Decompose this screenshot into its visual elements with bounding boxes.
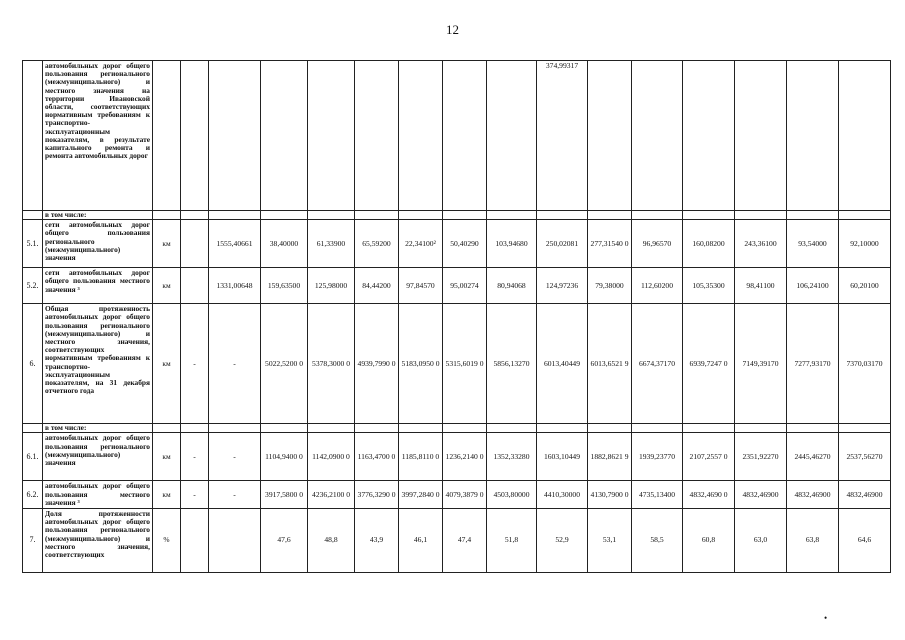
value-cell: 4503,80000 xyxy=(487,481,537,509)
value-cell xyxy=(787,61,839,211)
unit-cell xyxy=(153,61,181,211)
value-cell: 4410,30000 xyxy=(537,481,588,509)
value-cell xyxy=(181,424,209,433)
value-cell: 60,8 xyxy=(683,509,735,573)
value-cell: 7149,39170 xyxy=(735,304,787,424)
value-cell xyxy=(632,61,683,211)
indicator-name-cell: сети автомобильных дорог общего пользования местного значения ³ xyxy=(43,268,153,304)
value-cell: 3917,5800 0 xyxy=(261,481,308,509)
value-cell xyxy=(181,220,209,268)
value-cell xyxy=(261,61,308,211)
unit-cell: км xyxy=(153,220,181,268)
value-cell: 1555,40661 xyxy=(209,220,261,268)
value-cell: 103,94680 xyxy=(487,220,537,268)
row-index-cell: 7. xyxy=(23,509,43,573)
value-cell: 1185,8110 0 xyxy=(399,433,443,481)
value-cell xyxy=(209,211,261,220)
unit-cell: км xyxy=(153,268,181,304)
value-cell xyxy=(839,61,891,211)
value-cell xyxy=(839,211,891,220)
value-cell xyxy=(209,424,261,433)
table-row xyxy=(23,220,891,268)
value-cell: 1104,9400 0 xyxy=(261,433,308,481)
value-cell: 4832,46900 xyxy=(787,481,839,509)
value-cell: 4832,46900 xyxy=(735,481,787,509)
value-cell: 4832,46900 xyxy=(839,481,891,509)
unit-cell xyxy=(153,211,181,220)
value-cell: 112,60200 xyxy=(632,268,683,304)
value-cell: 65,59200 xyxy=(355,220,399,268)
indicator-name-cell: автомобильных дорог общего пользования регионального (межмуниципального) значения xyxy=(43,433,153,481)
value-cell xyxy=(487,424,537,433)
value-cell: 1603,10449 xyxy=(537,433,588,481)
indicator-name-cell: автомобильных дорог общего пользования регионального (межмуниципального) и местного значения на территории Ивановской области, соответствующих нормативным требованиям к транспортно-эксплуатационным показателям, в результате капитального ремонта и ремонта автомобильных дорог xyxy=(43,61,153,211)
row-index-cell xyxy=(23,211,43,220)
value-cell: 61,33900 xyxy=(308,220,355,268)
value-cell xyxy=(735,424,787,433)
value-cell: 1352,33280 xyxy=(487,433,537,481)
value-cell xyxy=(683,424,735,433)
value-cell xyxy=(443,424,487,433)
value-cell: 4735,13400 xyxy=(632,481,683,509)
value-cell: 3997,2840 0 xyxy=(399,481,443,509)
value-cell xyxy=(787,211,839,220)
value-cell: 92,10000 xyxy=(839,220,891,268)
value-cell xyxy=(683,211,735,220)
value-cell: - xyxy=(209,304,261,424)
value-cell: 63,8 xyxy=(787,509,839,573)
value-cell: 6939,7247 0 xyxy=(683,304,735,424)
value-cell xyxy=(399,211,443,220)
indicator-name-cell: в том числе: xyxy=(43,424,153,433)
value-cell: 160,08200 xyxy=(683,220,735,268)
indicator-name-cell: в том числе: xyxy=(43,211,153,220)
value-cell xyxy=(261,424,308,433)
value-cell xyxy=(537,424,588,433)
row-index-cell: 6.2. xyxy=(23,481,43,509)
value-cell: 1236,2140 0 xyxy=(443,433,487,481)
value-cell: 4939,7990 0 xyxy=(355,304,399,424)
value-cell: - xyxy=(209,481,261,509)
value-cell xyxy=(487,211,537,220)
unit-cell: км xyxy=(153,481,181,509)
value-cell: 125,98000 xyxy=(308,268,355,304)
value-cell xyxy=(308,211,355,220)
footer-mark: • xyxy=(824,613,828,623)
row-index-cell xyxy=(23,424,43,433)
value-cell: 95,00274 xyxy=(443,268,487,304)
table-row xyxy=(23,509,891,573)
value-cell: 51,8 xyxy=(487,509,537,573)
value-cell: 50,40290 xyxy=(443,220,487,268)
value-cell xyxy=(588,424,632,433)
value-cell: 159,63500 xyxy=(261,268,308,304)
value-cell: 47,4 xyxy=(443,509,487,573)
indicator-name-cell: сети автомобильных дорог общего пользования регионального (межмуниципального) значения xyxy=(43,220,153,268)
unit-cell xyxy=(153,424,181,433)
indicator-name-cell: автомобильных дорог общего пользования местного значения ³ xyxy=(43,481,153,509)
value-cell xyxy=(683,61,735,211)
value-cell: 98,41100 xyxy=(735,268,787,304)
indicator-name-cell: Общая протяженность автомобильных дорог общего пользования регионального (межмуниципального) и местного значения, соответствующих нормативным требованиям к транспортно-эксплуатационным показателям, на 31 декабря отчетного года xyxy=(43,304,153,424)
value-cell: 43,9 xyxy=(355,509,399,573)
value-cell xyxy=(443,211,487,220)
value-cell: - xyxy=(181,433,209,481)
value-cell: 7370,03170 xyxy=(839,304,891,424)
value-cell: 1882,8621 9 xyxy=(588,433,632,481)
value-cell xyxy=(355,424,399,433)
value-cell xyxy=(632,424,683,433)
value-cell: 2351,92270 xyxy=(735,433,787,481)
value-cell xyxy=(308,61,355,211)
value-cell: 53,1 xyxy=(588,509,632,573)
value-cell: 63,0 xyxy=(735,509,787,573)
table-row xyxy=(23,424,891,433)
value-cell xyxy=(308,424,355,433)
value-cell xyxy=(181,61,209,211)
value-cell: 1331,00648 xyxy=(209,268,261,304)
value-cell: 2107,2557 0 xyxy=(683,433,735,481)
value-cell: 60,20100 xyxy=(839,268,891,304)
value-cell: 3776,3290 0 xyxy=(355,481,399,509)
value-cell: 250,02081 xyxy=(537,220,588,268)
value-cell: 5183,0950 0 xyxy=(399,304,443,424)
value-cell: - xyxy=(181,481,209,509)
value-cell: - xyxy=(209,433,261,481)
value-cell: 5378,3000 0 xyxy=(308,304,355,424)
value-cell: 97,84570 xyxy=(399,268,443,304)
value-cell: 93,54000 xyxy=(787,220,839,268)
row-index-cell: 5.2. xyxy=(23,268,43,304)
value-cell: 47,6 xyxy=(261,509,308,573)
value-cell: 4079,3879 0 xyxy=(443,481,487,509)
unit-cell: км xyxy=(153,433,181,481)
value-cell xyxy=(181,211,209,220)
value-cell: 277,31540 0 xyxy=(588,220,632,268)
unit-cell: % xyxy=(153,509,181,573)
value-cell xyxy=(261,211,308,220)
value-cell xyxy=(787,424,839,433)
value-cell xyxy=(181,268,209,304)
value-cell xyxy=(209,61,261,211)
table-row xyxy=(23,268,891,304)
row-index-cell: 5.1. xyxy=(23,220,43,268)
value-cell: 84,44200 xyxy=(355,268,399,304)
value-cell: 105,35300 xyxy=(683,268,735,304)
value-cell: 5856,13270 xyxy=(487,304,537,424)
value-cell: 4130,7900 0 xyxy=(588,481,632,509)
value-cell xyxy=(443,61,487,211)
unit-cell: км xyxy=(153,304,181,424)
table-row xyxy=(23,481,891,509)
value-cell xyxy=(399,424,443,433)
value-cell: 374,99317 xyxy=(537,61,588,211)
value-cell: 38,40000 xyxy=(261,220,308,268)
value-cell: 7277,93170 xyxy=(787,304,839,424)
value-cell xyxy=(355,211,399,220)
value-cell: 1939,23770 xyxy=(632,433,683,481)
value-cell: 22,34100² xyxy=(399,220,443,268)
table-row xyxy=(23,61,891,211)
value-cell xyxy=(355,61,399,211)
page-number: 12 xyxy=(446,22,459,37)
value-cell xyxy=(209,509,261,573)
value-cell: 79,38000 xyxy=(588,268,632,304)
value-cell: 6013,40449 xyxy=(537,304,588,424)
table-row xyxy=(23,211,891,220)
value-cell xyxy=(588,61,632,211)
row-index-cell: 6.1. xyxy=(23,433,43,481)
table-row xyxy=(23,433,891,481)
value-cell xyxy=(735,61,787,211)
indicators-table xyxy=(22,60,891,573)
value-cell: 48,8 xyxy=(308,509,355,573)
value-cell xyxy=(839,424,891,433)
value-cell: 5022,5200 0 xyxy=(261,304,308,424)
value-cell: 2537,56270 xyxy=(839,433,891,481)
value-cell: 1163,4700 0 xyxy=(355,433,399,481)
indicator-name-cell: Доля протяженности автомобильных дорог общего пользования регионального (межмуниципального) и местного значения, соответствующих xyxy=(43,509,153,573)
value-cell: 2445,46270 xyxy=(787,433,839,481)
value-cell: 4236,2100 0 xyxy=(308,481,355,509)
value-cell: 5315,6019 0 xyxy=(443,304,487,424)
value-cell: 124,97236 xyxy=(537,268,588,304)
value-cell: 4832,4690 0 xyxy=(683,481,735,509)
value-cell: 52,9 xyxy=(537,509,588,573)
value-cell: 1142,0900 0 xyxy=(308,433,355,481)
value-cell xyxy=(632,211,683,220)
row-index-cell xyxy=(23,61,43,211)
value-cell: 64,6 xyxy=(839,509,891,573)
value-cell xyxy=(588,211,632,220)
value-cell xyxy=(487,61,537,211)
value-cell: 46,1 xyxy=(399,509,443,573)
value-cell: - xyxy=(181,304,209,424)
value-cell: 96,96570 xyxy=(632,220,683,268)
value-cell: 58,5 xyxy=(632,509,683,573)
value-cell xyxy=(735,211,787,220)
value-cell: 106,24100 xyxy=(787,268,839,304)
table-row xyxy=(23,304,891,424)
value-cell xyxy=(399,61,443,211)
value-cell: 6013,6521 9 xyxy=(588,304,632,424)
row-index-cell: 6. xyxy=(23,304,43,424)
value-cell xyxy=(537,211,588,220)
value-cell: 80,94068 xyxy=(487,268,537,304)
value-cell: 6674,37170 xyxy=(632,304,683,424)
value-cell: 243,36100 xyxy=(735,220,787,268)
value-cell xyxy=(181,509,209,573)
